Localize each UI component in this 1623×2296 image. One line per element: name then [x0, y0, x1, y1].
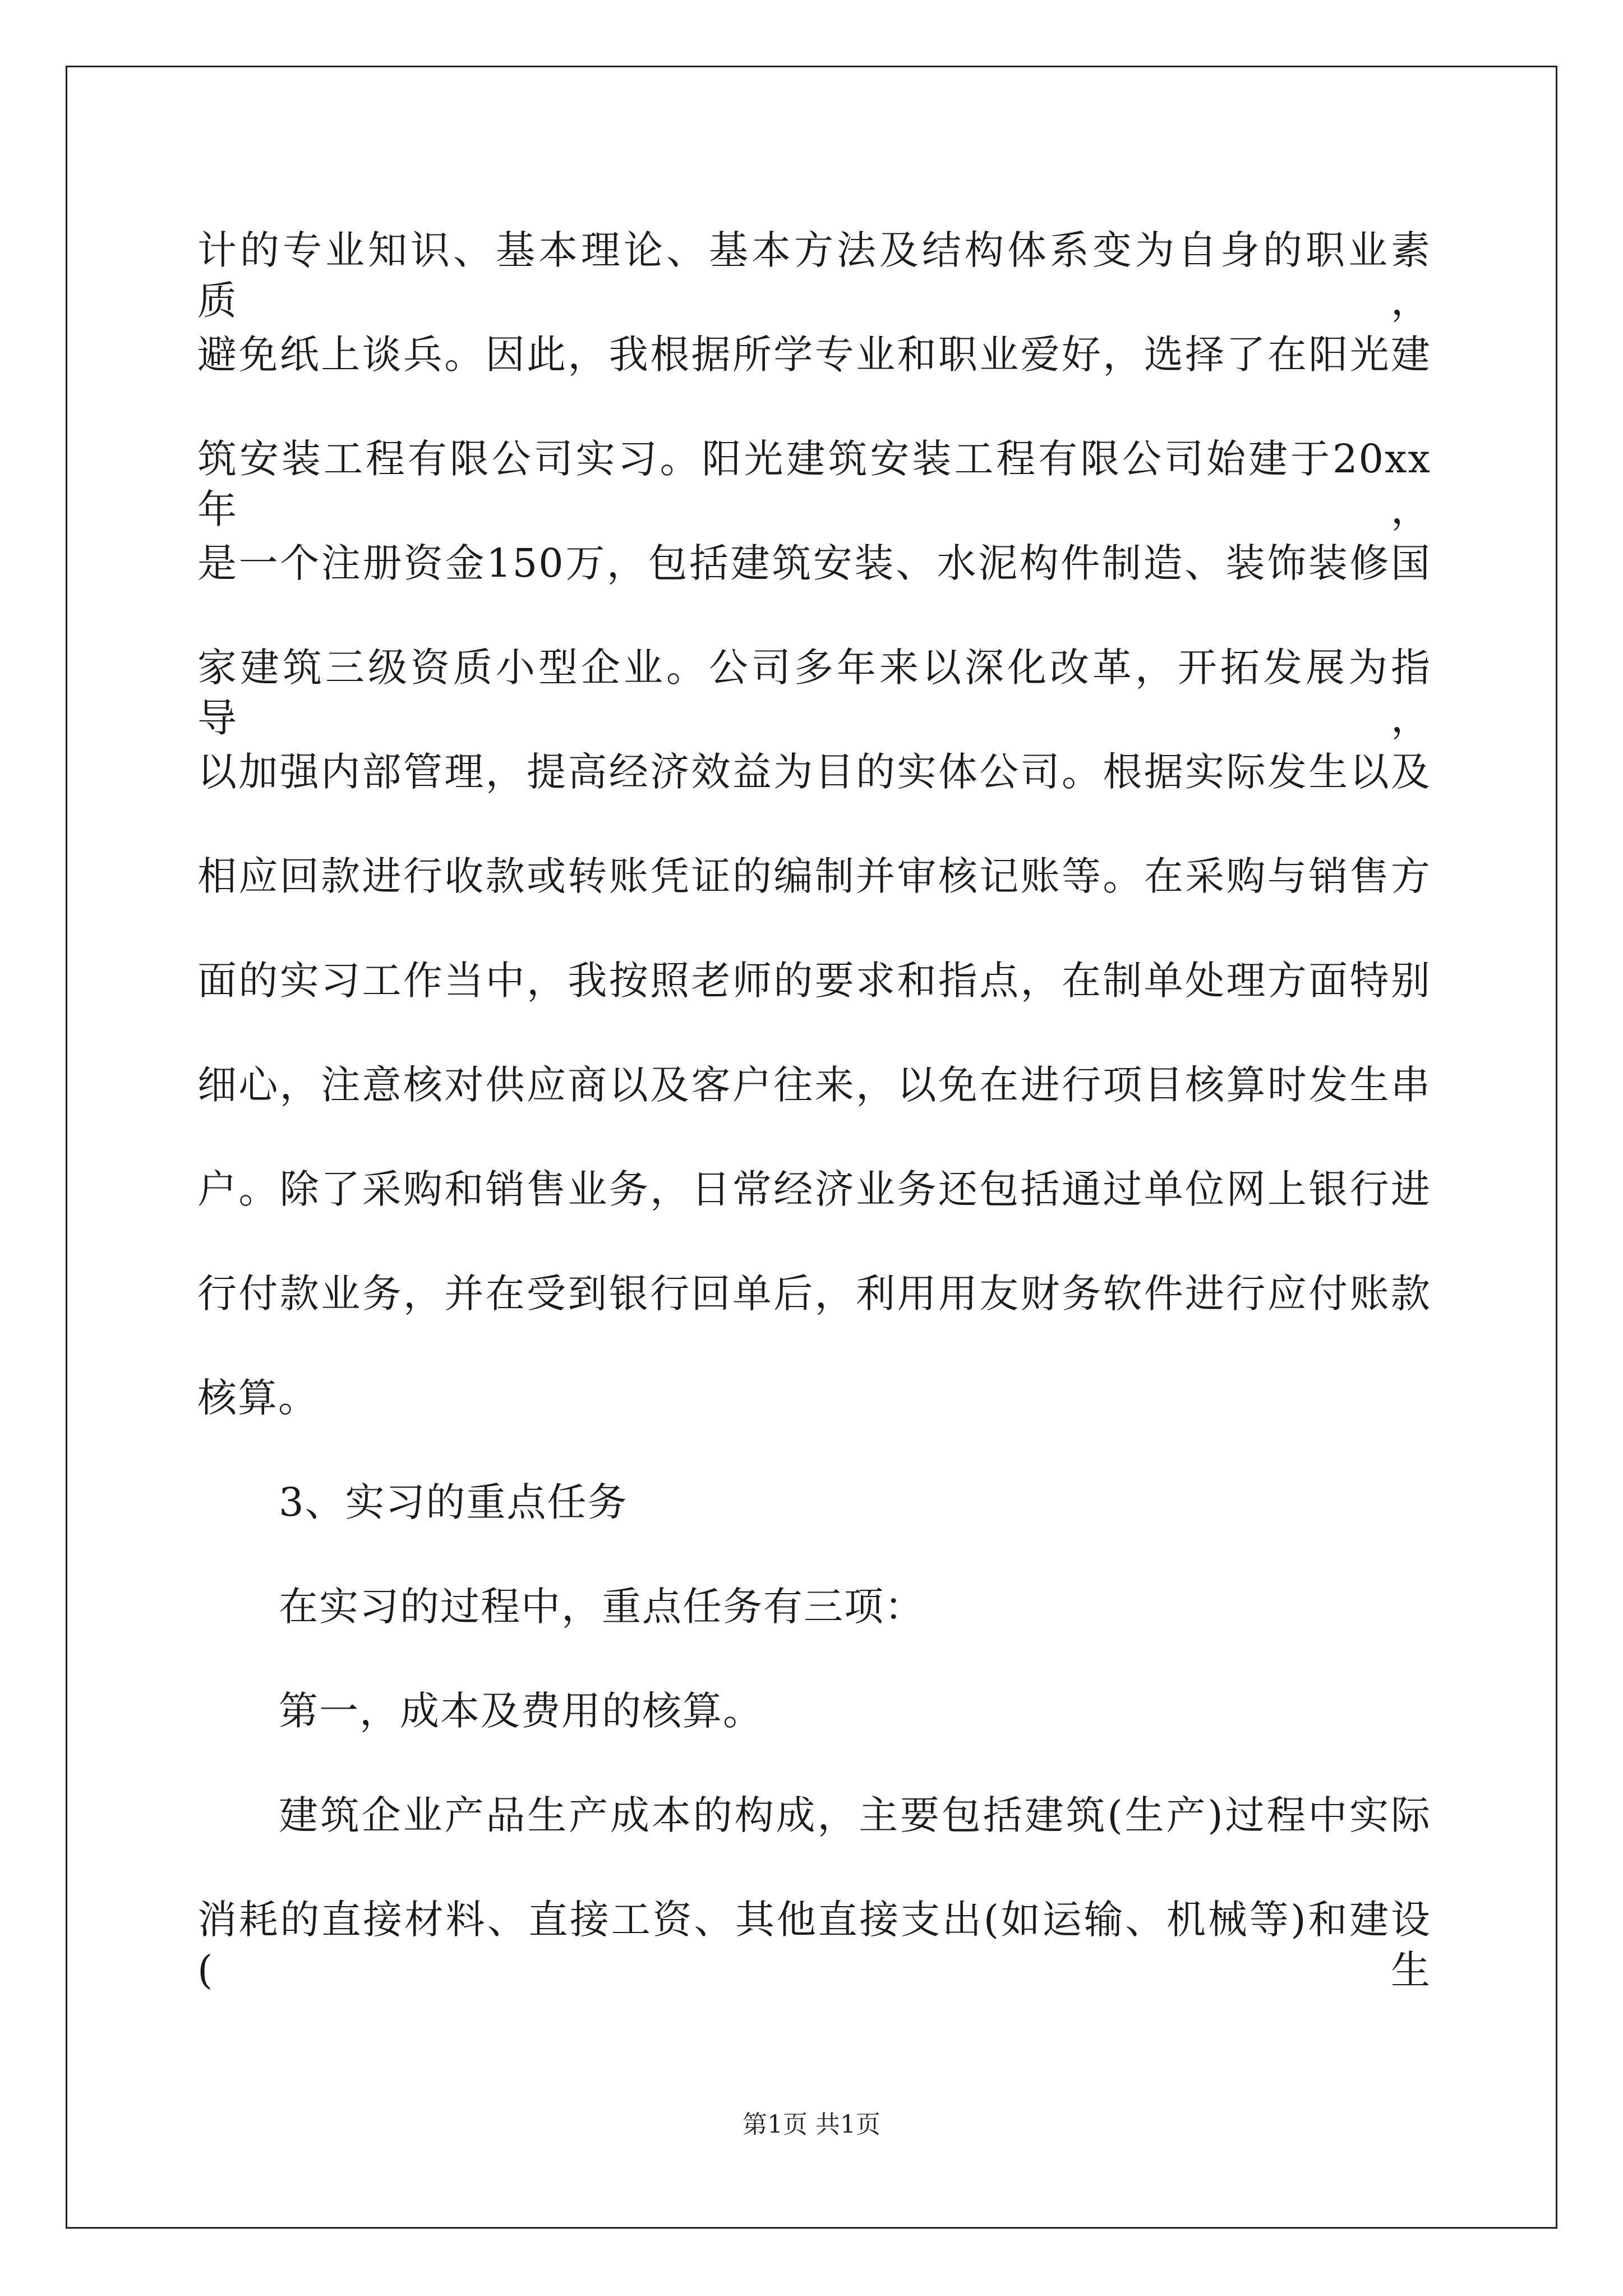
- paragraph-line: 是一个注册资金150万，包括建筑安装、水泥构件制造、装饰装修国: [197, 540, 1431, 586]
- paragraph-line: 在实习的过程中，重点任务有三项：: [279, 1584, 925, 1630]
- paragraph-line: 建筑企业产品生产成本的构成，主要包括建筑(生产)过程中实际: [279, 1792, 1431, 1838]
- section-heading: 3、实习的重点任务: [279, 1479, 628, 1525]
- paragraph-line: 相应回款进行收款或转账凭证的编制并审核记账等。在采购与销售方: [197, 853, 1431, 899]
- paragraph-line: 计的专业知识、基本理论、基本方法及结构体系变为自身的职业素质，: [197, 227, 1431, 324]
- paragraph-line: 以加强内部管理，提高经济效益为目的实体公司。根据实际发生以及: [197, 749, 1431, 795]
- paragraph-line: 核算。: [197, 1375, 319, 1421]
- paragraph-line: 行付款业务，并在受到银行回单后，利用用友财务软件进行应付账款: [197, 1271, 1431, 1317]
- paragraph-line: 消耗的直接材料、直接工资、其他直接支出(如运输、机械等)和建设(生: [197, 1897, 1431, 1993]
- paragraph-line: 筑安装工程有限公司实习。阳光建筑安装工程有限公司始建于20xx年，: [197, 436, 1431, 532]
- paragraph-line: 细心，注意核对供应商以及客户往来，以免在进行项目核算时发生串: [197, 1062, 1431, 1108]
- paragraph-line: 家建筑三级资质小型企业。公司多年来以深化改革，开拓发展为指导，: [197, 645, 1431, 741]
- paragraph-line: 面的实习工作当中，我按照老师的要求和指点，在制单处理方面特别: [197, 958, 1431, 1004]
- paragraph-line: 户。除了采购和销售业务，日常经济业务还包括通过单位网上银行进: [197, 1166, 1431, 1212]
- paragraph-line: 避免纸上谈兵。因此，我根据所学专业和职业爱好，选择了在阳光建: [197, 332, 1431, 378]
- paragraph-line: 第一，成本及费用的核算。: [279, 1688, 763, 1734]
- page-footer: 第1页 共1页: [743, 2110, 880, 2139]
